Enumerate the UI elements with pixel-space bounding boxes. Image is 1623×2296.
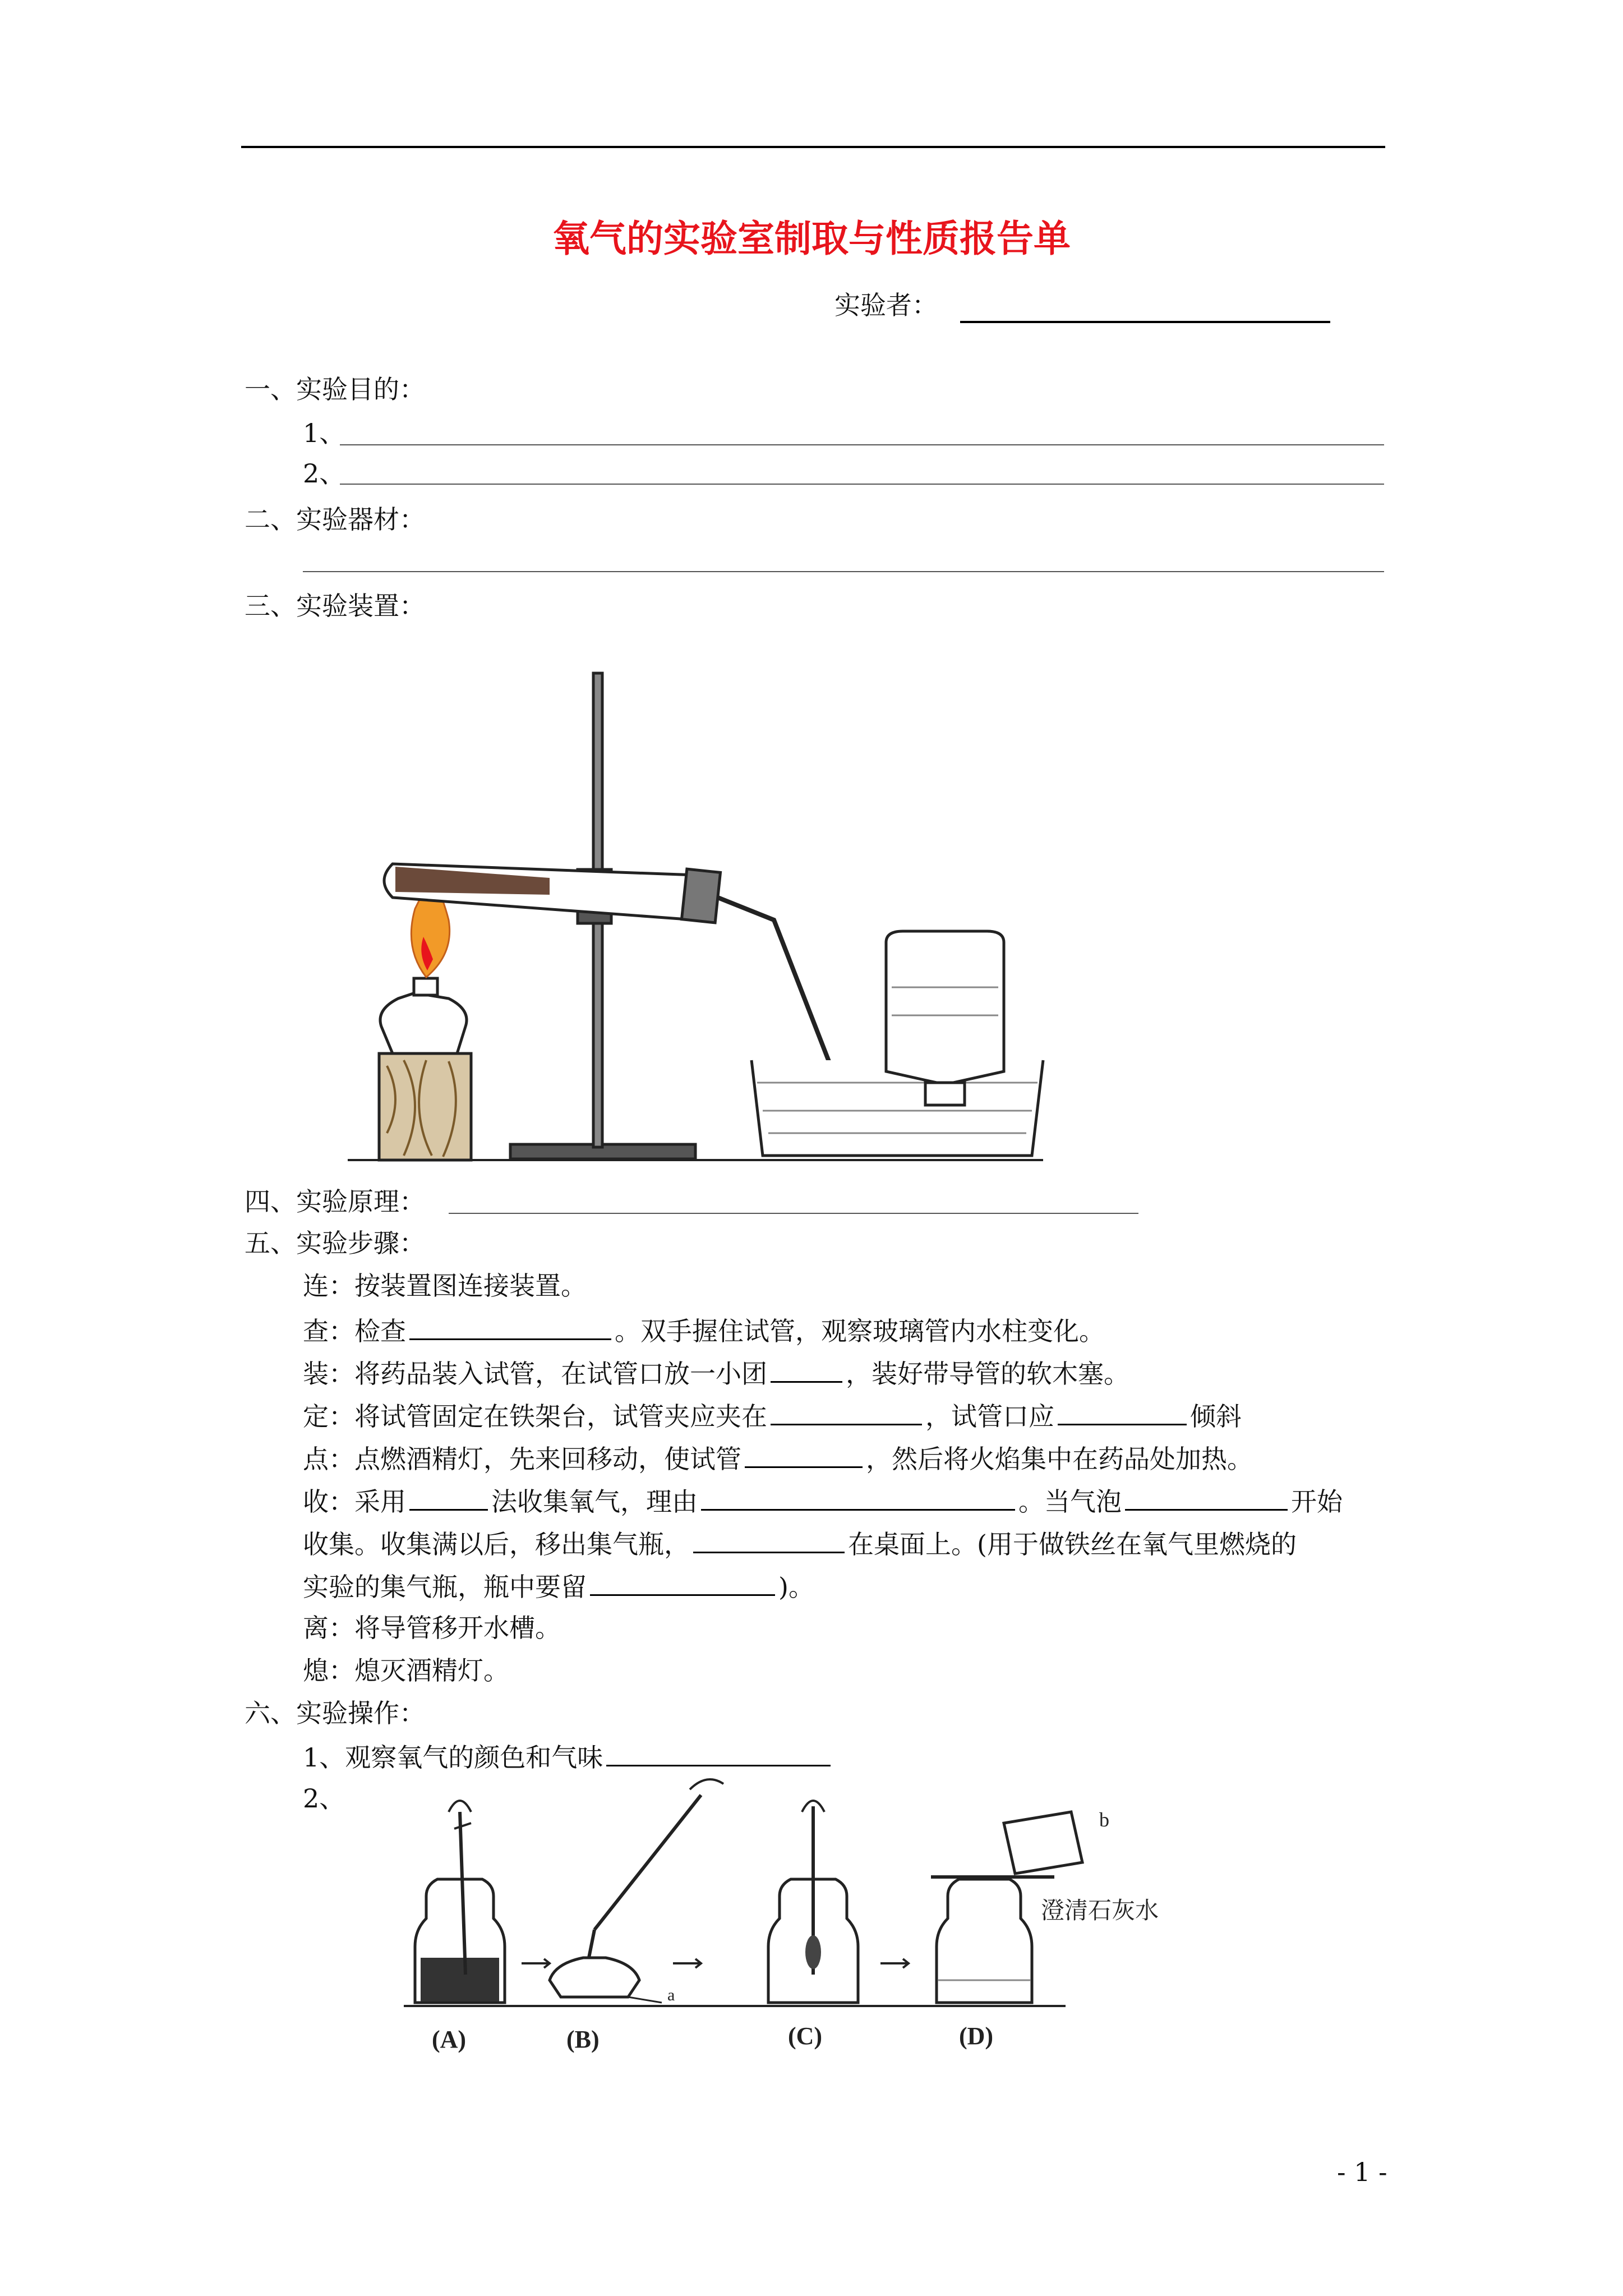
purpose-item-2: 2、 [303, 458, 345, 489]
step-load-text-a: 装：将药品装入试管，在试管口放一小团 [303, 1359, 767, 1389]
step-collect3-text-b: )。 [778, 1572, 814, 1602]
step-collect-text-c: 。当气泡 [1018, 1487, 1122, 1517]
section-1-heading: 一、实验目的： [245, 374, 425, 404]
section-5-heading: 五、实验步骤： [245, 1228, 425, 1258]
experimenter-label: 实验者： [834, 290, 938, 320]
step-check-text-a: 查：检查 [303, 1316, 406, 1346]
step-check-text-b: 。双手握住试管，观察玻璃管内水柱变化。 [615, 1316, 1105, 1346]
section-2-heading: 二、实验器材： [245, 504, 425, 535]
step-collect3-text-a: 实验的集气瓶，瓶中要留 [303, 1572, 587, 1602]
step-ignite-text-a: 点：点燃酒精灯，先来回移动，使试管 [303, 1444, 741, 1474]
purpose-item-1: 1、 [303, 418, 345, 448]
figure-note-a: a [667, 1986, 675, 2004]
step-remove: 离：将导管移开水槽。 [303, 1613, 561, 1643]
step-ignite-text-b: ，然后将火焰集中在药品处加热。 [866, 1444, 1253, 1474]
step-fix-text-b: ，试管口应 [925, 1401, 1054, 1432]
step-collect-text-b: 法收集氧气，理由 [491, 1487, 698, 1517]
step-connect: 连：按装置图连接装置。 [303, 1271, 587, 1301]
figure-label-c: (C) [788, 2022, 823, 2050]
step-collect2-text-a: 收集。收集满以后，移出集气瓶， [303, 1529, 690, 1559]
figure-label-b: (B) [566, 2026, 600, 2053]
section-4-heading: 四、实验原理： [245, 1186, 425, 1217]
step-extinguish: 熄：熄灭酒精灯。 [303, 1655, 509, 1686]
step-collect-text-a: 收：采用 [303, 1487, 406, 1517]
step-collect-text-d: 开始 [1291, 1487, 1343, 1517]
operation-1-text: 1、观察氧气的颜色和气味 [303, 1742, 603, 1773]
page-title: 氧气的实验室制取与性质报告单 [552, 217, 1071, 260]
section-6-heading: 六、实验操作： [245, 1698, 425, 1728]
figure-label-a: (A) [432, 2026, 467, 2053]
operation-2: 2、 [303, 1783, 345, 1814]
figure-note-b: b [1099, 1809, 1109, 1831]
step-fix-text-a: 定：将试管固定在铁架台，试管夹应夹在 [303, 1401, 767, 1432]
step-collect2-text-b: 在桌面上。(用于做铁丝在氧气里燃烧的 [848, 1529, 1297, 1559]
page-number: - 1 - [1337, 2157, 1387, 2187]
limewater-label: 澄清石灰水 [1041, 1897, 1159, 1924]
step-load-text-b: ，装好带导管的软木塞。 [846, 1359, 1129, 1389]
section-3-heading: 三、实验装置： [245, 591, 425, 621]
figure-label-d: (D) [959, 2022, 994, 2050]
step-fix-text-c: 倾斜 [1190, 1401, 1242, 1432]
